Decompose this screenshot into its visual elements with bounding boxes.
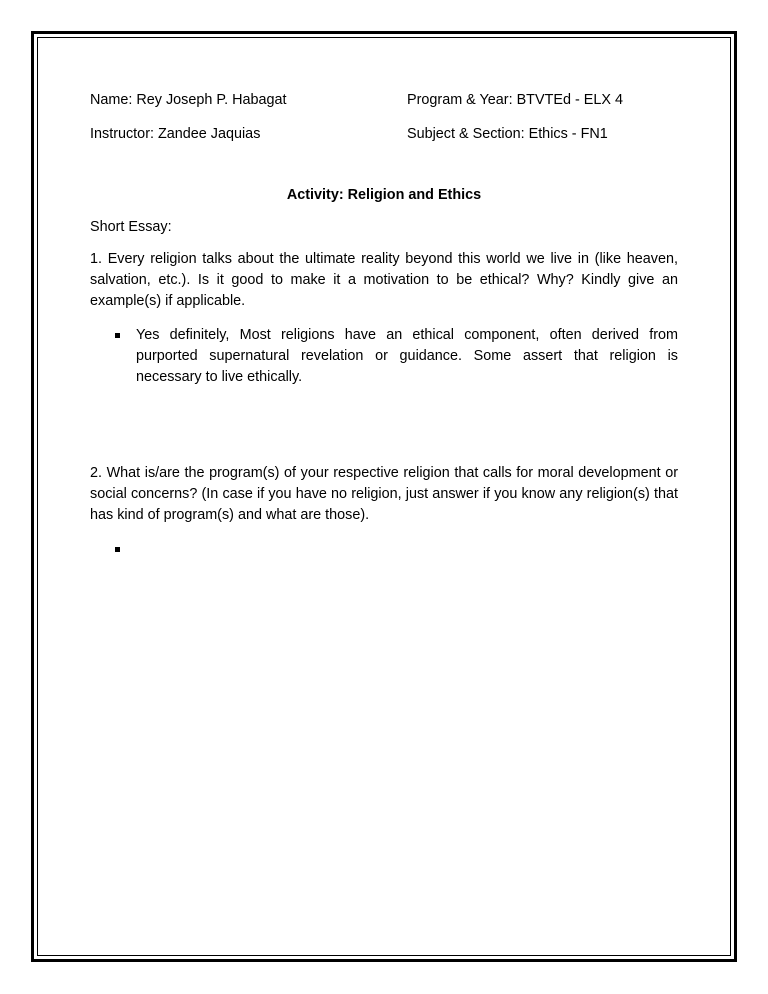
header-row-1 <box>90 90 678 111</box>
answer-1 <box>90 325 678 388</box>
instructor-name: Instructor: Zandee Jaquias <box>90 126 261 142</box>
section-label: Short Essay: <box>90 219 172 235</box>
header-row-2 <box>90 124 678 145</box>
student-name: Name: Rey Joseph P. Habagat <box>90 92 287 108</box>
question-1: 1. Every religion talks about the ultimate reality beyond this world we live in (like heaven, salvation, etc.). Is it good to make it a motivation to be ethical? Why? Kindly give an example(s) if applicable. <box>90 251 678 309</box>
document-content <box>90 90 678 552</box>
question-2: 2. What is/are the program(s) of your respective religion that calls for moral development or social concerns? (In case if you have no religion, just answer if you know any religion(s) that has kind of program(s) and what are those). <box>90 465 678 523</box>
bullet-icon <box>115 547 120 552</box>
answer-1-text: Yes definitely, Most religions have an ethical component, often derived from purported supernatural revelation or guidance. Some assert that religion is necessary to live ethically. <box>136 327 678 385</box>
answer-2 <box>90 539 678 552</box>
bullet-icon <box>115 333 120 338</box>
program-year: Program & Year: BTVTEd - ELX 4 <box>407 92 623 108</box>
activity-title: Activity: Religion and Ethics <box>286 187 482 203</box>
answer-2-text <box>136 539 678 552</box>
subject-section: Subject & Section: Ethics - FN1 <box>407 126 608 142</box>
